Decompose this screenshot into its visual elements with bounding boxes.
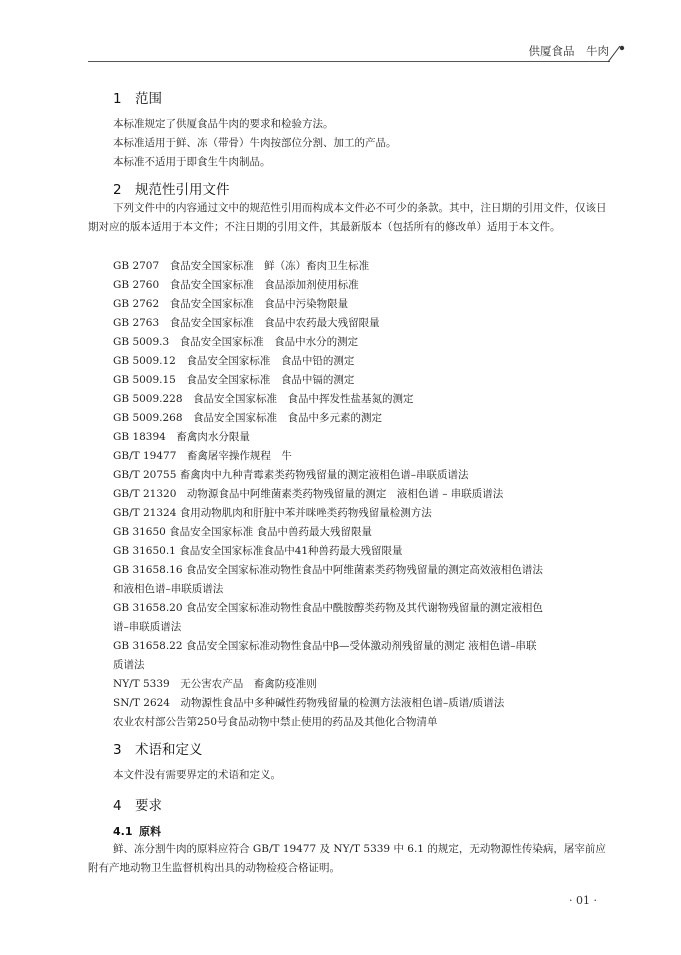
reference-item: GB/T 21324 食用动物肌肉和肝脏中苯并咪唑类药物残留量检测方法 [113,507,432,519]
reference-item: GB 2707 食品安全国家标准 鲜（冻）畜肉卫生标准 [113,260,370,272]
reference-item: GB/T 19477 畜禽屠宰操作规程 牛 [113,450,292,462]
section-number: 4 [113,798,122,814]
reference-item: NY/T 5339 无公害农产品 畜禽防疫准则 [113,678,317,690]
reference-item: GB 2763 食品安全国家标准 食品中农药最大残留限量 [113,317,380,329]
scope-line-3: 本标准不适用于即食生牛肉制品。 [113,156,271,168]
reference-item: 农业农村部公告第250号食品动物中禁止使用的药品及其他化合物清单 [113,716,438,728]
reference-item: GB 5009.15 食品安全国家标准 食品中镉的测定 [113,374,355,386]
reference-item: GB/T 20755 畜禽肉中九种青霉素类药物残留量的测定液相色谱–串联质谱法 [113,469,469,481]
raw-material-paragraph [88,840,610,878]
header-flourish-icon [604,40,632,64]
reference-item: GB 31658.22 食品安全国家标准动物性食品中β—受体激动剂残留量的测定 液相色谱–串联质谱法 [113,640,537,671]
reference-item: GB 31650.1 食品安全国家标准食品中41种兽药最大残留限量 [113,545,403,557]
section-title: 范围 [135,91,162,107]
reference-item: SN/T 2624 动物源性食品中多种碱性药物残留量的检测方法液相色谱–质谱/质谱法 [113,697,505,709]
reference-item: GB 2762 食品安全国家标准 食品中污染物限量 [113,298,349,310]
references-intro-text: 下列文件中的内容通过文中的规范性引用而构成本文件必不可少的条款。其中，注日期的引用文件，仅该日期对应的版本适用于本文件；不注日期的引用文件，其最新版本（包括所有的修改单）适用于本文件。 [88,202,607,233]
subsection-title: 原料 [139,825,161,838]
section-heading-references [113,178,230,198]
raw-material-text: 鲜、冻分割牛肉的原料应符合 GB/T 19477 及 NY/T 5339 中 6.1 的规定，无动物源性传染病，屠宰前应附有产地动物卫生监督机构出具的动物检疫合格证明。 [88,843,606,874]
reference-item: GB 5009.228 食品安全国家标准 食品中挥发性盐基氮的测定 [113,393,414,405]
section-number: 2 [113,182,122,198]
reference-item: GB 31658.16 食品安全国家标准动物性食品中阿维菌素类药物残留量的测定高效液相色谱法和液相色谱–串联质谱法 [113,564,543,595]
reference-item: GB/T 21320 动物源食品中阿维菌素类药物残留量的测定 液相色谱 – 串联质谱法 [113,488,504,500]
section-title: 要求 [135,798,162,814]
section-number: 1 [113,91,122,107]
reference-item: GB 31650 食品安全国家标准 食品中兽药最大残留限量 [113,526,373,538]
reference-list [113,257,543,732]
reference-item: GB 5009.268 食品安全国家标准 食品中多元素的测定 [113,412,383,424]
subsection-number: 4.1 [113,825,133,838]
running-header: 供厦食品 牛肉 [528,44,609,58]
section-title: 术语和定义 [135,742,203,758]
subsection-heading-raw-material [113,823,161,839]
section-heading-terms [113,738,203,758]
terms-text: 本文件没有需要界定的术语和定义。 [113,769,281,781]
section-title: 规范性引用文件 [135,182,230,198]
reference-item: GB 18394 畜禽肉水分限量 [113,431,250,443]
section-number: 3 [113,742,122,758]
reference-item: GB 5009.3 食品安全国家标准 食品中水分的测定 [113,336,359,348]
reference-item: GB 2760 食品安全国家标准 食品添加剂使用标准 [113,279,359,291]
scope-line-2: 本标准适用于鲜、冻（带骨）牛肉按部位分割、加工的产品。 [113,137,397,149]
reference-item: GB 31658.20 食品安全国家标准动物性食品中酰胺醇类药物及其代谢物残留量的测定液相色谱–串联质谱法 [113,602,543,633]
references-intro [88,199,610,237]
reference-item: GB 5009.12 食品安全国家标准 食品中铅的测定 [113,355,355,367]
page-number: · 01 · [569,894,597,907]
scope-line-1: 本标准规定了供厦食品牛肉的要求和检验方法。 [113,118,334,130]
section-heading-scope [113,87,162,107]
header-rule [88,61,610,62]
section-heading-requirements [113,794,162,814]
